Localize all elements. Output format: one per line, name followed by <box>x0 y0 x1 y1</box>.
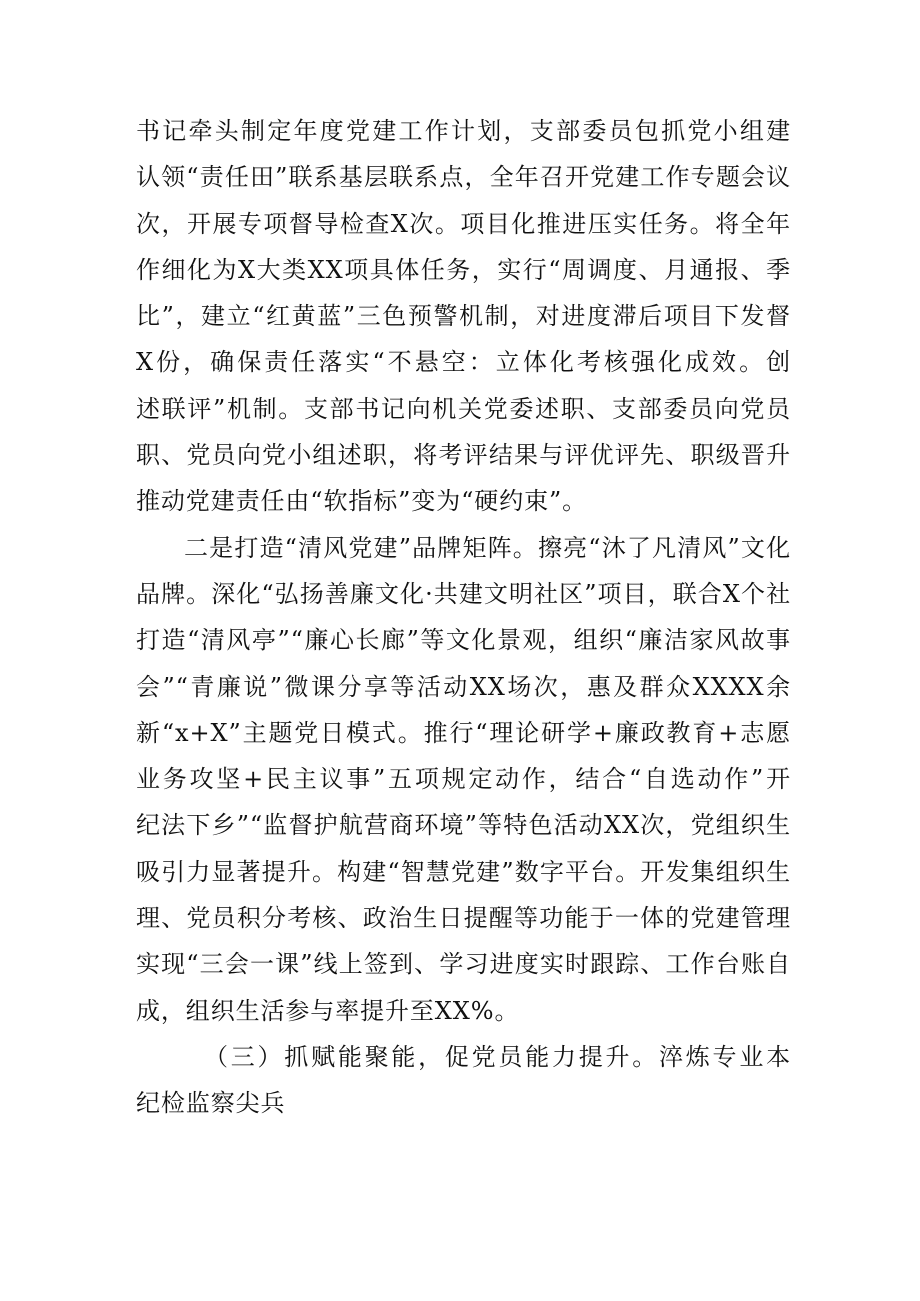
text-line: 会”“青廉说”微课分享等活动XX场次，惠及群众XXXX余 <box>136 672 791 701</box>
document-body <box>136 108 791 1127</box>
text-line: 品牌。深化“弘扬善廉文化·共建文明社区”项目，联合X个社 <box>136 579 791 608</box>
text-line: 比”，建立“红黄蓝”三色预警机制，对进度滞后项目下发督 <box>136 302 791 331</box>
text-line: 纪检监察尖兵 <box>136 1089 286 1118</box>
text-line: 述联评”机制。支部书记向机关党委述职、支部委员向党员 <box>136 394 791 423</box>
text-line: 书记牵头制定年度党建工作计划，支部委员包抓党小组建 <box>136 117 791 145</box>
text-line: 作细化为X大类XX项具体任务，实行“周调度、月通报、季 <box>136 255 791 284</box>
section-heading-line: （三）抓赋能聚能，促党员能力提升。淬炼专业本 <box>204 1042 791 1071</box>
paragraph-end-line: 成，组织生活参与率提升至XX%。 <box>136 996 520 1025</box>
paragraph-end-line: 推动党建责任由“软指标”变为“硬约束”。 <box>136 487 588 516</box>
text-line: 认领“责任田”联系基层联系点，全年召开党建工作专题会议 <box>136 163 791 192</box>
text-line: 实现“三会一课”线上签到、学习进度实时跟踪、工作台账自 <box>136 950 791 979</box>
text-line: 新“x+X”主题党日模式。推行“理论研学+廉政教育+志愿 <box>136 718 791 747</box>
text-line: 吸引力显著提升。构建“智慧党建”数字平台。开发集组织生 <box>136 857 791 886</box>
text-line: 业务攻坚+民主议事”五项规定动作，结合“自选动作”开 <box>136 765 791 794</box>
text-line: X份，确保责任落实“不悬空：立体化考核强化成效。创 <box>136 348 791 377</box>
text-line: 理、党员积分考核、政治生日提醒等功能于一体的党建管理 <box>136 904 791 933</box>
paragraph-start-line: 二是打造“清风党建”品牌矩阵。擦亮“沐了凡清风”文化 <box>184 533 791 562</box>
text-line: 职、党员向党小组述职，将考评结果与评优评先、职级晋升 <box>136 441 791 470</box>
text-line: 纪法下乡”“监督护航营商环境”等特色活动XX次，党组织生 <box>136 811 791 840</box>
text-line: 次，开展专项督导检查X次。项目化推进压实任务。将全年 <box>136 209 791 238</box>
text-line: 打造“清风亭”“廉心长廊”等文化景观，组织“廉洁家风故事 <box>136 626 791 655</box>
